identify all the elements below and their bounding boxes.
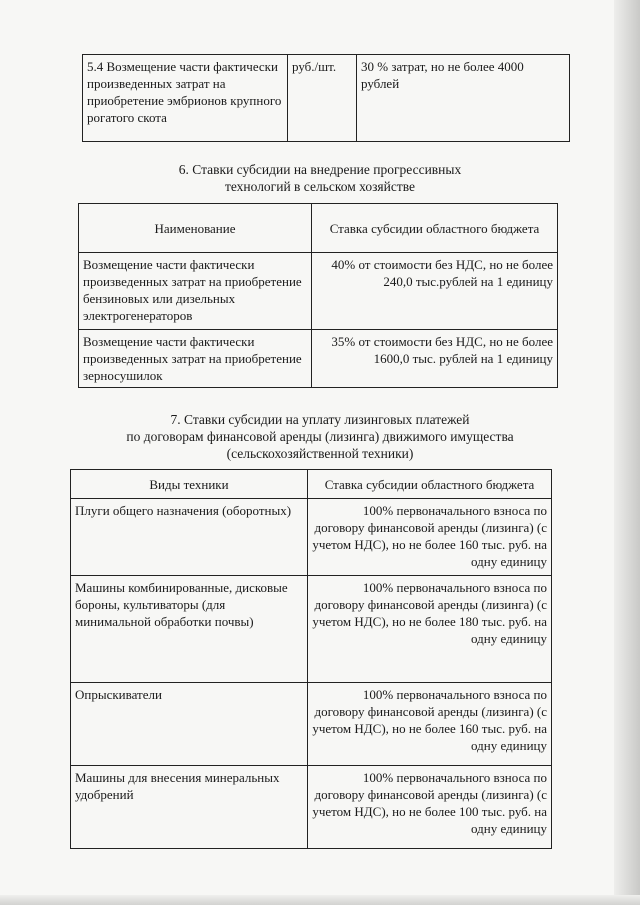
row-rate: 35% от стоимости без НДС, но не более 1600,0 тыс. рублей на 1 единицу (312, 330, 558, 388)
row-rate: 100% первоначального взноса по договору финансовой аренды (лизинга) (с учетом НДС), но не более 180 тыс. руб. на одну единицу (308, 576, 552, 683)
row-unit: руб./шт. (288, 55, 357, 142)
row-name: Опрыскиватели (71, 683, 308, 766)
row-rate: 100% первоначального взноса по договору финансовой аренды (лизинга) (с учетом НДС), но не более 160 тыс. руб. на одну единицу (308, 683, 552, 766)
row-name: Машины комбинированные, дисковые бороны, культиваторы (для минимальной обработки почвы) (71, 576, 308, 683)
table-header-row (79, 204, 558, 253)
section6-title-line2: технологий в сельском хозяйстве (224, 179, 416, 194)
table-leasing (70, 469, 552, 849)
header-rate: Ставка субсидии областного бюджета (312, 204, 558, 253)
section7-title-line1: 7. Ставки субсидии на уплату лизинговых платежей (170, 412, 470, 427)
row-name: Машины для внесения минеральных удобрений (71, 766, 308, 849)
table-row (71, 576, 552, 683)
section7-title (60, 411, 580, 462)
table-row (79, 330, 558, 388)
row-name: Возмещение части фактически произведенных затрат на приобретение зерносушилок (79, 330, 312, 388)
table-row (71, 683, 552, 766)
scan-edge-right (614, 0, 640, 905)
table-row (71, 499, 552, 576)
table-embryos (82, 54, 570, 142)
scan-edge-bottom (0, 895, 640, 905)
table-row (79, 253, 558, 330)
section7-title-line2: по договорам финансовой аренды (лизинга) движимого имущества (126, 429, 514, 444)
header-name: Наименование (79, 204, 312, 253)
row-name: Плуги общего назначения (оборотных) (71, 499, 308, 576)
header-rate: Ставка субсидии областного бюджета (308, 470, 552, 499)
row-rate: 30 % затрат, но не более 4000 рублей (357, 55, 570, 142)
table-row (71, 766, 552, 849)
section6-title (60, 161, 580, 195)
row-rate: 100% первоначального взноса по договору финансовой аренды (лизинга) (с учетом НДС), но не более 160 тыс. руб. на одну единицу (308, 499, 552, 576)
table-header-row (71, 470, 552, 499)
section6-title-line1: 6. Ставки субсидии на внедрение прогрессивных (178, 162, 462, 177)
row-name: 5.4 Возмещение части фактически произведенных затрат на приобретение эмбрионов крупного рогатого скота (83, 55, 288, 142)
row-rate: 40% от стоимости без НДС, но не более 240,0 тыс.рублей на 1 единицу (312, 253, 558, 330)
table-technologies (78, 203, 558, 388)
header-name: Виды техники (71, 470, 308, 499)
table-row (83, 55, 570, 142)
section7-title-line3: (сельскохозяйственной техники) (226, 446, 414, 461)
row-rate: 100% первоначального взноса по договору финансовой аренды (лизинга) (с учетом НДС), но не более 100 тыс. руб. на одну единицу (308, 766, 552, 849)
row-name: Возмещение части фактически произведенных затрат на приобретение бензиновых или дизельных электрогенераторов (79, 253, 312, 330)
